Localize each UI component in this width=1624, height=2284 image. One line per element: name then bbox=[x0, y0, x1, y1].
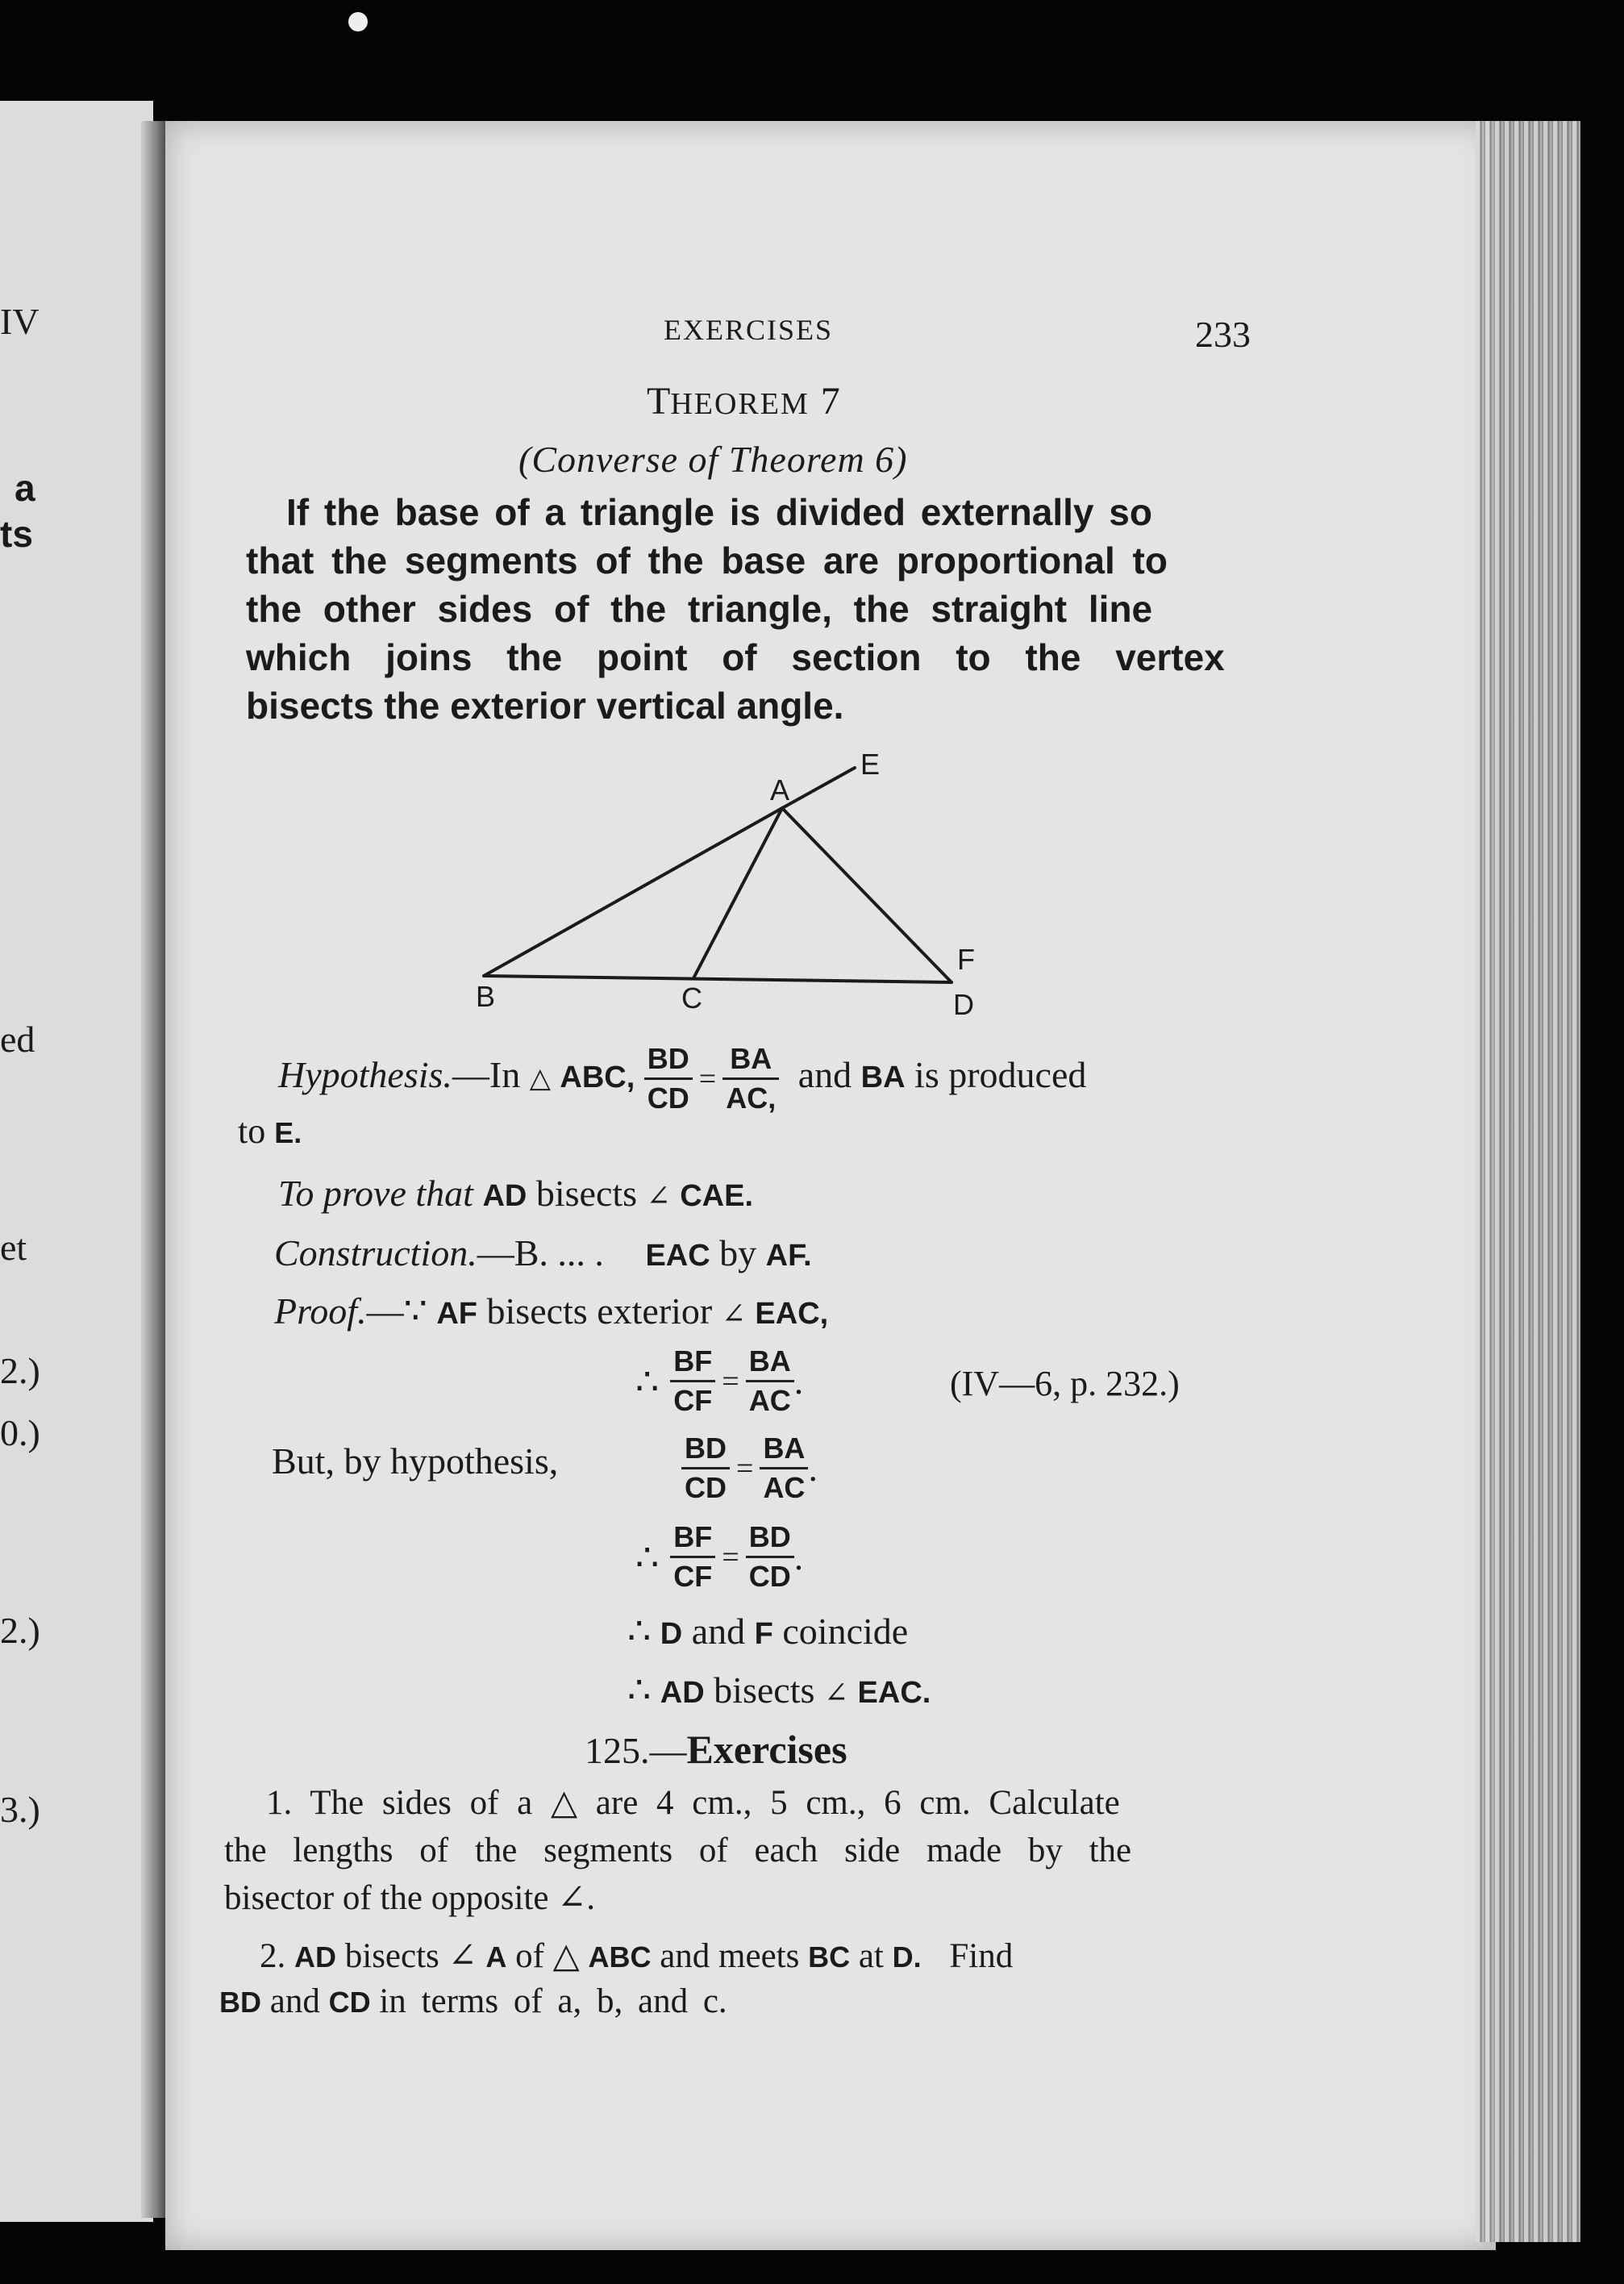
ad-label: AD bbox=[482, 1179, 527, 1213]
d-label: D bbox=[660, 1617, 683, 1651]
theorem-number: 7 bbox=[820, 380, 840, 423]
left-margin-text: 0.) bbox=[0, 1412, 40, 1453]
triangle-symbol: △ bbox=[529, 1064, 551, 1094]
theorem-statement-line: that the segments of the base are proportional to bbox=[246, 540, 1168, 581]
f-label: F bbox=[754, 1617, 773, 1651]
therefore-symbol: ∴ bbox=[635, 1536, 660, 1578]
section-number: 125.— bbox=[585, 1730, 687, 1771]
label-f: F bbox=[957, 943, 975, 976]
angle-symbol: ∠ bbox=[646, 1180, 671, 1212]
ba-label: BA bbox=[860, 1061, 906, 1095]
triangle-abc: ABC, bbox=[560, 1061, 635, 1095]
proof-step-1: ∴ $\frac{BF}{CF}$ = $\frac{BA}{AC}$ . bbox=[635, 1343, 803, 1419]
angle-symbol: ∠ bbox=[721, 1298, 746, 1330]
coincide-word: coincide bbox=[782, 1611, 909, 1652]
angle-symbol: ∠ bbox=[823, 1677, 849, 1709]
left-margin-text: ed bbox=[0, 1019, 35, 1060]
hypothesis-label: Hypothesis. bbox=[278, 1054, 452, 1096]
theorem-subtitle: (Converse of Theorem 6) bbox=[518, 439, 908, 480]
label-b: B bbox=[476, 980, 496, 1013]
exercises-heading bbox=[585, 1726, 847, 1773]
exercise-1-line: the lengths of the segments of each side made by the bbox=[224, 1832, 1132, 1869]
because-symbol: —∵ bbox=[366, 1290, 427, 1332]
segment-ad bbox=[782, 808, 951, 982]
conclusion-line bbox=[627, 1668, 931, 1711]
binding-hole bbox=[348, 12, 368, 31]
and-word: and bbox=[797, 1054, 852, 1096]
fraction-ba-ac: $\frac{BA}{AC}$ bbox=[746, 1343, 794, 1419]
proof-label: Proof. bbox=[274, 1290, 367, 1332]
theorem-statement-line: which joins the point of section to the vertex bbox=[246, 636, 1225, 678]
hypothesis-in: —In bbox=[452, 1054, 521, 1096]
exercise-1-line: bisector of the opposite ∠. bbox=[224, 1879, 595, 1917]
therefore-symbol: ∴ bbox=[627, 1669, 652, 1711]
label-d: D bbox=[953, 988, 974, 1021]
exercise-1-line: 1. The sides of a △ are 4 cm., 5 cm., 6 cm. Calculate bbox=[266, 1784, 1120, 1822]
section-title: Exercises bbox=[686, 1727, 847, 1772]
left-margin-text: 2.) bbox=[0, 1350, 40, 1391]
fraction-bd-cd: $\frac{BD}{CD}$ bbox=[644, 1040, 693, 1117]
left-page bbox=[0, 101, 153, 2222]
to-prove-label: To prove that bbox=[278, 1173, 473, 1214]
fraction-bf-cf: $\frac{BF}{CF}$ bbox=[670, 1343, 715, 1419]
extension-ae bbox=[782, 768, 855, 808]
angle-cae: CAE. bbox=[680, 1179, 754, 1213]
by-word: by bbox=[719, 1232, 757, 1273]
left-margin-text: et bbox=[0, 1227, 27, 1268]
theorem-statement-line: bisects the exterior vertical angle. bbox=[246, 685, 844, 727]
page-edges bbox=[1476, 121, 1580, 2242]
left-margin-text: 3.) bbox=[0, 1789, 40, 1830]
exercise-2-line: BD and CD in terms of a, b, and c. bbox=[219, 1982, 727, 2020]
construction-line bbox=[274, 1232, 812, 1274]
angle-eac: EAC. bbox=[857, 1676, 931, 1710]
hypothesis-line: Hypothesis.—In △ ABC, $\frac{BD}{CD}$ = $\frac{BA}{AC,}$ and BA is produced bbox=[278, 1040, 1086, 1117]
hypothesis-cont bbox=[238, 1111, 302, 1152]
construction-label: Construction. bbox=[274, 1232, 477, 1273]
angle-eac: EAC, bbox=[755, 1297, 829, 1331]
eac-label: EAC bbox=[645, 1239, 710, 1273]
proof-line bbox=[274, 1289, 828, 1332]
label-c: C bbox=[681, 982, 702, 1015]
proof-reference: (IV—6, p. 232.) bbox=[950, 1364, 1180, 1403]
coincide-line bbox=[627, 1609, 908, 1653]
but-by-hypothesis: But, by hypothesis, bbox=[272, 1440, 559, 1482]
to-prove-line bbox=[278, 1172, 753, 1215]
label-a: A bbox=[770, 773, 790, 806]
fraction-bd-cd: $\frac{BD}{CD}$ bbox=[681, 1430, 730, 1507]
fraction-bf-cf: $\frac{BF}{CF}$ bbox=[670, 1519, 715, 1595]
theorem-title bbox=[647, 379, 840, 423]
theorem-statement-line: the other sides of the triangle, the straight line bbox=[246, 588, 1153, 630]
to-word: to bbox=[238, 1111, 266, 1151]
theorem-title-rest: HEOREM bbox=[670, 387, 810, 421]
running-title: EXERCISES bbox=[664, 314, 834, 346]
side-bd bbox=[484, 976, 951, 982]
left-margin-text: 2.) bbox=[0, 1610, 40, 1651]
left-margin-text: IV bbox=[0, 301, 40, 342]
triangle-figure bbox=[452, 742, 1016, 1024]
page-number: 233 bbox=[1195, 314, 1251, 355]
bisects-word: bisects bbox=[714, 1669, 815, 1711]
af-label: AF. bbox=[765, 1239, 812, 1273]
is-produced: is produced bbox=[914, 1054, 1087, 1096]
bisects-word: bisects bbox=[535, 1173, 638, 1214]
ad-label: AD bbox=[660, 1676, 705, 1710]
fraction-ba-ac: $\frac{BA}{AC,}$ bbox=[722, 1040, 779, 1117]
fraction-bd-cd: $\frac{BD}{CD}$ bbox=[746, 1519, 794, 1595]
theorem-statement-line: If the base of a triangle is divided externally so bbox=[286, 491, 1152, 533]
label-e: E bbox=[860, 748, 881, 781]
proof-step-2: $\frac{BD}{CD}$ = $\frac{BA}{AC}$ . bbox=[681, 1430, 818, 1507]
left-margin-text: a bbox=[15, 467, 35, 509]
fraction-ba-ac: $\frac{BA}{AC}$ bbox=[760, 1430, 808, 1507]
e-label: E. bbox=[274, 1116, 302, 1149]
left-margin-text: ts bbox=[0, 513, 33, 555]
bisects-exterior: bisects exterior bbox=[486, 1290, 713, 1332]
proof-step-3: ∴ $\frac{BF}{CF}$ = $\frac{BD}{CD}$ . bbox=[635, 1519, 803, 1595]
theorem-title-initial: T bbox=[647, 380, 671, 423]
therefore-symbol: ∴ bbox=[635, 1361, 660, 1402]
exercise-2-line: 2. AD bisects ∠ A of △ ABC and meets BC at D. Find bbox=[260, 1937, 1014, 1975]
and-word: and bbox=[691, 1611, 746, 1652]
therefore-symbol: ∴ bbox=[627, 1611, 652, 1652]
af-label: AF bbox=[436, 1297, 478, 1331]
construction-text: —B. ... . bbox=[477, 1232, 604, 1273]
